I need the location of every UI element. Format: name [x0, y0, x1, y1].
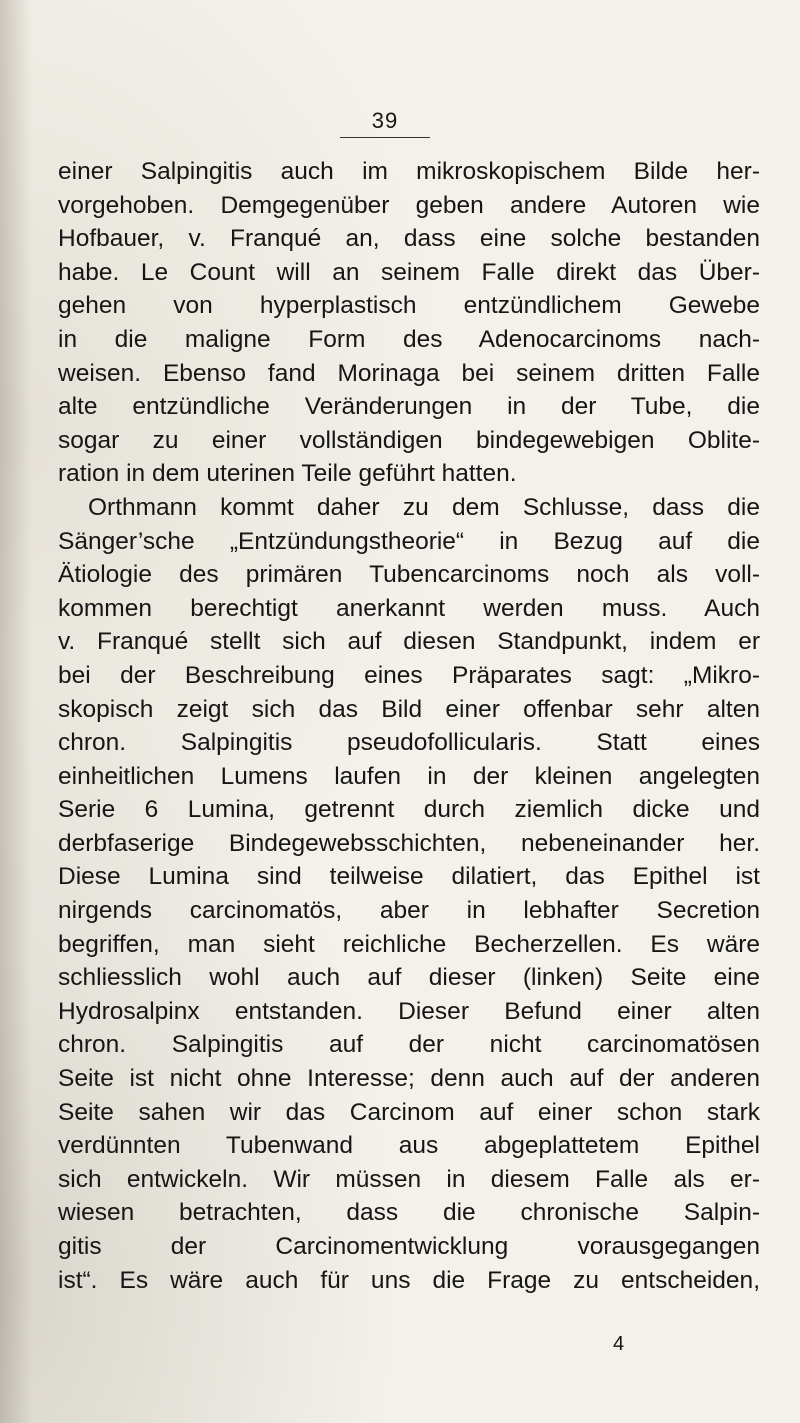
body-text: [58, 155, 760, 1297]
text-line: chron. Salpingitis pseudofollicularis. Statt eines: [58, 729, 760, 757]
text-line: habe. Le Count will an seinem Falle direkt das Über-: [58, 258, 760, 286]
text-line: chron. Salpingitis auf der nicht carcinomatösen: [58, 1031, 760, 1059]
text-line: Seite sahen wir das Carcinom auf einer schon stark: [58, 1098, 760, 1126]
text-line: einheitlichen Lumens laufen in der kleinen angelegten: [58, 762, 760, 790]
text-line: schliesslich wohl auch auf dieser (linken) Seite eine: [58, 964, 760, 992]
signature-mark: 4: [613, 1333, 625, 1355]
text-line: begriffen, man sieht reichliche Becherzellen. Es wäre: [58, 930, 760, 958]
page-edge-shadow: [0, 0, 32, 1423]
text-line: gehen von hyperplastisch entzündlichem Gewebe: [58, 292, 760, 320]
text-line: bei der Beschreibung eines Präparates sagt: „Mikro-: [58, 661, 760, 689]
text-line: Serie 6 Lumina, getrennt durch ziemlich dicke und: [58, 796, 760, 824]
text-line: Seite ist nicht ohne Interesse; denn auch auf der anderen: [58, 1065, 760, 1093]
text-line: Diese Lumina sind teilweise dilatiert, das Epithel ist: [58, 863, 760, 891]
text-line: nirgends carcinomatös, aber in lebhafter Secretion: [58, 897, 760, 925]
text-line: Ätiologie des primären Tubencarcinoms noch als voll-: [58, 561, 760, 589]
text-line: ist“. Es wäre auch für uns die Frage zu entscheiden,: [58, 1266, 760, 1294]
text-line: derbfaserige Bindegewebsschichten, nebeneinander her.: [58, 829, 760, 857]
text-line: Hydrosalpinx entstanden. Dieser Befund einer alten: [58, 997, 760, 1025]
text-line: Sänger’sche „Entzündungstheorie“ in Bezug auf die: [58, 527, 760, 555]
page-number: 39: [340, 108, 430, 138]
text-line: v. Franqué stellt sich auf diesen Standpunkt, indem er: [58, 628, 760, 656]
text-line: einer Salpingitis auch im mikroskopischem Bilde her-: [58, 158, 760, 185]
text-line: Hofbauer, v. Franqué an, dass eine solche bestanden: [58, 225, 760, 253]
text-line: Orthmann kommt daher zu dem Schlusse, dass die: [88, 493, 760, 521]
text-line: sogar zu einer vollständigen bindegewebigen Oblite-: [58, 426, 760, 454]
text-line: ration in dem uterinen Teile geführt hatten.: [58, 460, 517, 488]
text-line: weisen. Ebenso fand Morinaga bei seinem dritten Falle: [58, 359, 760, 387]
text-line: wiesen betrachten, dass die chronische Salpin-: [58, 1199, 760, 1227]
text-line: in die maligne Form des Adenocarcinoms nach-: [58, 325, 760, 353]
text-line: verdünnten Tubenwand aus abgeplattetem Epithel: [58, 1132, 760, 1160]
text-line: alte entzündliche Veränderungen in der Tube, die: [58, 393, 760, 421]
text-line: sich entwickeln. Wir müssen in diesem Falle als er-: [58, 1165, 760, 1193]
text-line: gitis der Carcinomentwicklung vorausgegangen: [58, 1233, 760, 1260]
text-line: skopisch zeigt sich das Bild einer offenbar sehr alten: [58, 695, 760, 723]
text-line: kommen berechtigt anerkannt werden muss. Auch: [58, 594, 760, 622]
text-line: vorgehoben. Demgegenüber geben andere Autoren wie: [58, 191, 760, 219]
